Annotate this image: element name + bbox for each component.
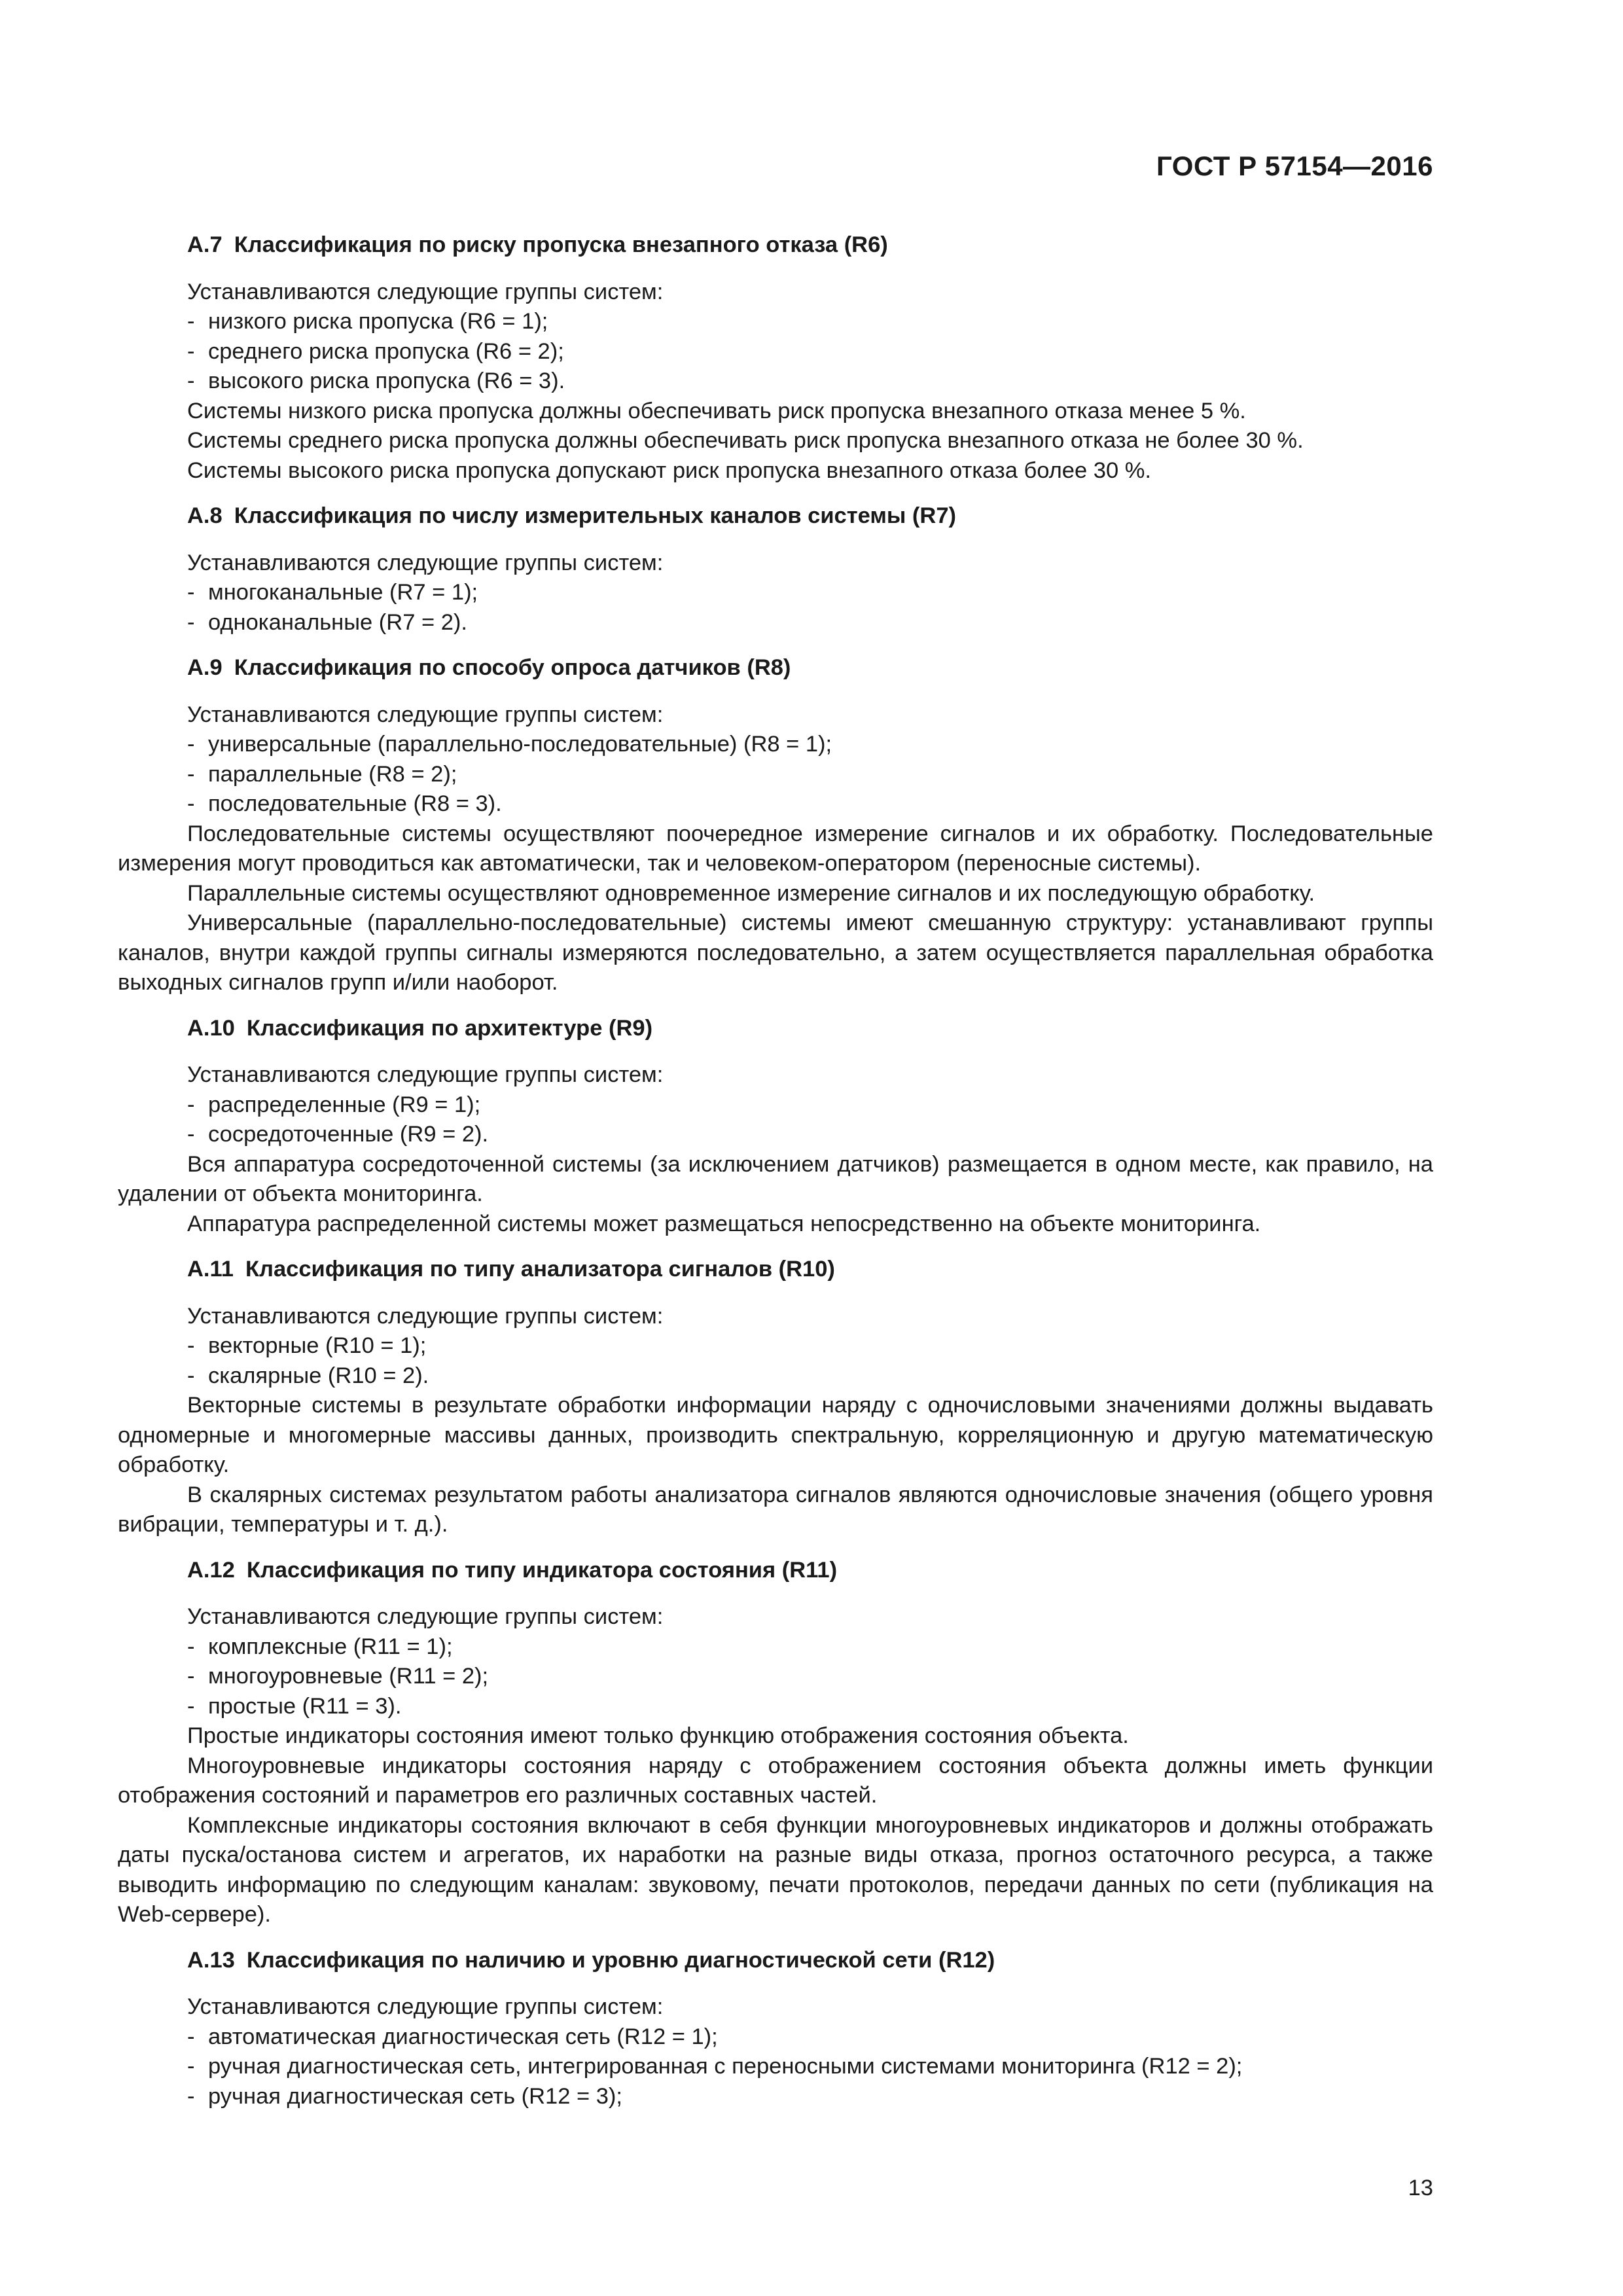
list-item: - векторные (R10 = 1); <box>187 1333 427 1358</box>
section-intro: Устанавливаются следующие группы систем: <box>187 550 664 575</box>
paragraph: Вся аппаратура сосредоточенной системы (за исключением датчиков) размещается в одном месте, как правило, на удалении от объекта мониторинга. <box>118 1151 1433 1206</box>
section-a13 <box>118 1946 1433 2112</box>
section-number: А.11 <box>187 1257 234 1282</box>
section-number: А.13 <box>187 1947 235 1973</box>
paragraph: Комплексные индикаторы состояния включают в себя функции многоуровневых индикаторов и должны отображать даты пуска/останова систем и агрегатов, их наработки на разные виды отказа, прогноз остаточного ресурса, а также выводить информацию по следующим каналам: звуковому, печати протоколов, передачи данных по сети (публикация на Web-сервере). <box>118 1812 1433 1927</box>
section-heading <box>118 1255 1433 1285</box>
section-heading <box>118 1014 1433 1044</box>
section-title: Классификация по способу опроса датчиков (R8) <box>234 655 791 680</box>
paragraph: Последовательные системы осуществляют поочередное измерение сигналов и их обработку. Последовательные измерения могут проводиться как автоматически, так и человеком-оператором (переносные системы). <box>118 821 1433 876</box>
section-heading <box>118 501 1433 531</box>
paragraph: Векторные системы в результате обработки информации наряду с одночисловыми значениями должны выдавать одномерные и многомерные массивы данных, производить спектральную, корреляционную и другую математическую обработку. <box>118 1393 1433 1477</box>
paragraph: Аппаратура распределенной системы может размещаться непосредственно на объекте мониторинга. <box>187 1211 1261 1236</box>
text-line: Системы высокого риска пропуска допускают риск пропуска внезапного отказа более 30 %. <box>187 457 1151 483</box>
section-intro: Устанавливаются следующие группы систем: <box>187 1303 664 1329</box>
list-item: - многоуровневые (R11 = 2); <box>187 1664 489 1689</box>
paragraph: В скалярных системах результатом работы анализатора сигналов являются одночисловые значения (общего уровня вибрации, температуры и т. д.). <box>118 1482 1433 1537</box>
list-item: - параллельные (R8 = 2); <box>187 761 457 787</box>
section-number: А.12 <box>187 1557 235 1583</box>
list-item: - среднего риска пропуска (R6 = 2); <box>187 338 564 364</box>
list-item: - высокого риска пропуска (R6 = 3). <box>187 368 565 393</box>
section-title: Классификация по наличию и уровню диагностической сети (R12) <box>246 1947 995 1973</box>
list-item: - комплексные (R11 = 1); <box>187 1634 453 1659</box>
section-a11 <box>118 1255 1433 1540</box>
list-item: - низкого риска пропуска (R6 = 1); <box>187 309 548 334</box>
section-number: А.9 <box>187 655 223 680</box>
section-a9 <box>118 653 1433 998</box>
list-item: - автоматическая диагностическая сеть (R12 = 1); <box>187 2024 718 2049</box>
text-line: Системы среднего риска пропуска должны обеспечивать риск пропуска внезапного отказа не более 30 %. <box>187 428 1304 453</box>
section-heading <box>118 1946 1433 1976</box>
document-body <box>118 230 1433 2111</box>
list-item: - многоканальные (R7 = 1); <box>187 580 478 605</box>
section-number: А.7 <box>187 232 223 257</box>
list-item: - одноканальные (R7 = 2). <box>187 609 467 635</box>
section-a12 <box>118 1556 1433 1930</box>
section-intro: Устанавливаются следующие группы систем: <box>187 1604 664 1629</box>
section-number: А.10 <box>187 1015 235 1041</box>
section-number: А.8 <box>187 503 223 528</box>
list-item: - последовательные (R8 = 3). <box>187 791 502 816</box>
section-a8 <box>118 501 1433 637</box>
section-intro: Устанавливаются следующие группы систем: <box>187 1994 664 2019</box>
list-item: - простые (R11 = 3). <box>187 1693 402 1719</box>
list-item: - скалярные (R10 = 2). <box>187 1363 429 1388</box>
document-header: ГОСТ Р 57154—2016 <box>1156 151 1433 181</box>
section-heading <box>118 1556 1433 1586</box>
section-intro: Устанавливаются следующие группы систем: <box>187 279 664 304</box>
section-title: Классификация по числу измерительных каналов системы (R7) <box>234 503 957 528</box>
page-number: 13 <box>1408 2176 1433 2200</box>
list-item: - ручная диагностическая сеть (R12 = 3); <box>187 2083 622 2109</box>
section-heading <box>118 230 1433 260</box>
list-item: - распределенные (R9 = 1); <box>187 1092 481 1117</box>
list-item: - ручная диагностическая сеть, интегрированная с переносными системами мониторинга (R12 = 2); <box>187 2054 1243 2079</box>
section-title: Классификация по архитектуре (R9) <box>246 1015 653 1041</box>
paragraph: Простые индикаторы состояния имеют только функцию отображения состояния объекта. <box>187 1723 1129 1748</box>
section-intro: Устанавливаются следующие группы систем: <box>187 702 664 727</box>
section-intro: Устанавливаются следующие группы систем: <box>187 1062 664 1087</box>
text-line: Системы низкого риска пропуска должны обеспечивать риск пропуска внезапного отказа менее 5 %. <box>187 398 1246 423</box>
section-title: Классификация по типу анализатора сигналов (R10) <box>245 1257 835 1282</box>
paragraph: Параллельные системы осуществляют одновременное измерение сигналов и их последующую обработку. <box>187 880 1315 906</box>
paragraph: Многоуровневые индикаторы состояния наряду с отображением состояния объекта должны иметь функции отображения состояний и параметров его различных составных частей. <box>118 1753 1433 1808</box>
section-title: Классификация по риску пропуска внезапного отказа (R6) <box>234 232 888 257</box>
paragraph: Универсальные (параллельно-последовательные) системы имеют смешанную структуру: устанавливают группы каналов, внутри каждой группы сигналы измеряются последовательно, а затем осуществляется параллельная обработка выходных сигналов групп и/или наоборот. <box>118 910 1433 995</box>
section-heading <box>118 653 1433 683</box>
section-a7 <box>118 230 1433 486</box>
section-a10 <box>118 1014 1433 1240</box>
list-item: - сосредоточенные (R9 = 2). <box>187 1122 489 1147</box>
section-title: Классификация по типу индикатора состояния (R11) <box>246 1557 838 1583</box>
list-item: - универсальные (параллельно-последовательные) (R8 = 1); <box>187 732 832 757</box>
